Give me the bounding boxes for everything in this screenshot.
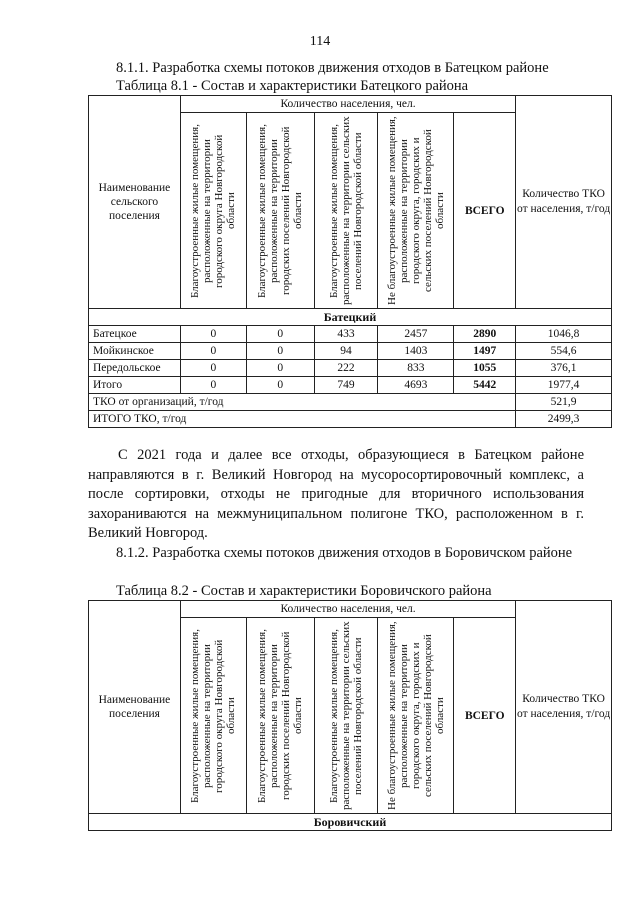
column-header: Благоустроенные жилые помещения, расположенные на территории сельских поселений Новгородской области: [314, 618, 378, 814]
body-paragraph: С 2021 года и далее все отходы, образующиеся в Батецком районе направляются в г. Великий Новгород на мусоросортировочный комплекс, а после сортировки, отходы не пригодные для вторичного использования захораниваются на межмуниципальном полигоне ТКО, расположенном в г. Великий Новгород.: [88, 447, 584, 541]
table-row: [89, 377, 612, 394]
column-header: Не благоустроенные жилые помещения, расположенные на территории городского округа, городских и сельских поселений Новгородской области: [378, 618, 454, 814]
settlement-name: Мойкинское: [89, 343, 181, 360]
total-cell: 1497: [454, 343, 516, 360]
column-header: Благоустроенные жилые помещения, расположенные на территории городских поселений Новгородской области: [246, 618, 314, 814]
settlement-name: Передольское: [89, 360, 181, 377]
population-group-header: Количество населения, чел.: [180, 96, 515, 113]
total-column-header: ВСЕГО: [454, 113, 516, 309]
column-header: Благоустроенные жилые помещения, расположенные на территории городских поселений Новгородской области: [246, 113, 314, 309]
column-header: Благоустроенные жилые помещения, расположенные на территории городского округа Новгородской области: [180, 618, 246, 814]
cell: 2457: [378, 326, 454, 343]
tko-cell: 554,6: [516, 343, 612, 360]
section-heading-batetsky: 8.1.1. Разработка схемы потоков движения отходов в Батецком районе: [116, 60, 549, 76]
district-row: Боровичский: [89, 814, 612, 831]
table-row: [89, 343, 612, 360]
column-header: Не благоустроенные жилые помещения, расположенные на территории городского округа, городских и сельских поселений Новгородской области: [378, 113, 454, 309]
cell: 0: [246, 377, 314, 394]
cell: 0: [180, 326, 246, 343]
total-cell: 1055: [454, 360, 516, 377]
cell: 0: [246, 326, 314, 343]
total-tko-value: 2499,3: [516, 411, 612, 428]
table-batetsky: [88, 95, 612, 428]
cell: 1403: [378, 343, 454, 360]
cell: 433: [314, 326, 378, 343]
cell: 0: [246, 343, 314, 360]
tko-cell: 376,1: [516, 360, 612, 377]
district-row: Батецкий: [89, 309, 612, 326]
cell: 4693: [378, 377, 454, 394]
total-column-header: ВСЕГО: [454, 618, 516, 814]
name-column-header: Наименование сельского поселения: [89, 96, 181, 309]
population-group-header: Количество населения, чел.: [180, 601, 515, 618]
table-row: [89, 326, 612, 343]
settlement-name: Батецкое: [89, 326, 181, 343]
org-tko-value: 521,9: [516, 394, 612, 411]
cell: 0: [180, 343, 246, 360]
tko-cell: 1046,8: [516, 326, 612, 343]
settlement-name: Итого: [89, 377, 181, 394]
cell: 0: [180, 377, 246, 394]
table-title-borovichi: Таблица 8.2 - Состав и характеристики Боровичского района: [116, 583, 492, 599]
table-row: [89, 394, 612, 411]
cell: 833: [378, 360, 454, 377]
cell: 222: [314, 360, 378, 377]
table-borovichi: [88, 600, 612, 831]
table-row: [89, 360, 612, 377]
column-header: Благоустроенные жилые помещения, расположенные на территории сельских поселений Новгородской области: [314, 113, 378, 309]
table-title-batetsky: Таблица 8.1 - Состав и характеристики Батецкого района: [116, 78, 469, 94]
name-column-header: Наименование поселения: [89, 601, 181, 814]
cell: 0: [246, 360, 314, 377]
total-cell: 5442: [454, 377, 516, 394]
cell: 749: [314, 377, 378, 394]
section-heading-borovichi: 8.1.2. Разработка схемы потоков движения отходов в Боровичском районе: [116, 545, 573, 561]
total-cell: 2890: [454, 326, 516, 343]
page-number: 114: [309, 34, 331, 49]
cell: 0: [180, 360, 246, 377]
tko-column-header: Количество ТКО от населения, т/год: [516, 96, 612, 309]
column-header: Благоустроенные жилые помещения, расположенные на территории городского округа Новгородской области: [180, 113, 246, 309]
total-tko-label: ИТОГО ТКО, т/год: [89, 411, 516, 428]
cell: 94: [314, 343, 378, 360]
tko-cell: 1977,4: [516, 377, 612, 394]
tko-column-header: Количество ТКО от населения, т/год: [516, 601, 612, 814]
table-row: [89, 411, 612, 428]
org-tko-label: ТКО от организаций, т/год: [89, 394, 516, 411]
